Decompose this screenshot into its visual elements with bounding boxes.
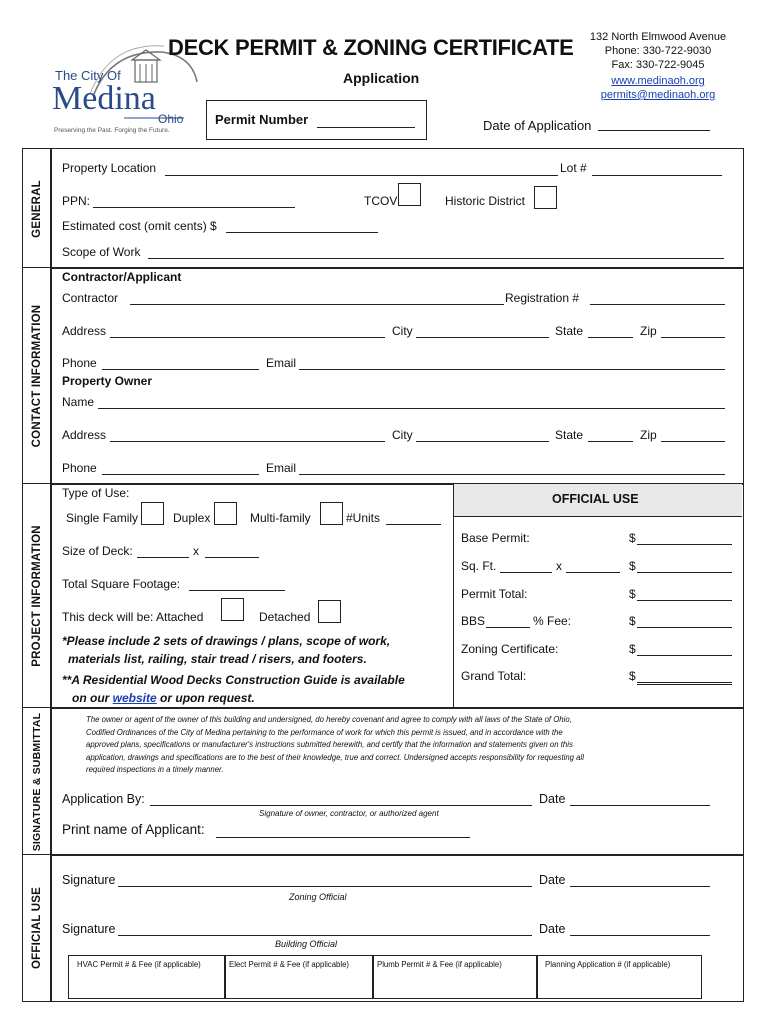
owner-email-field[interactable] <box>299 474 725 475</box>
zoning-official-caption: Zoning Official <box>289 892 347 902</box>
owner-zip-label: Zip <box>640 428 657 442</box>
estimated-cost-field[interactable] <box>226 232 378 233</box>
office-address: 132 North Elmwood Avenue <box>589 31 727 43</box>
size-of-deck-label: Size of Deck: <box>62 544 133 558</box>
zoning-certificate-field[interactable] <box>637 655 732 656</box>
owner-city-field[interactable] <box>416 441 549 442</box>
multi-family-checkbox[interactable] <box>320 502 343 525</box>
guide-note-line2 <box>72 691 255 705</box>
date-of-application-field[interactable] <box>598 130 710 131</box>
permit-number-label: Permit Number <box>215 112 309 127</box>
historic-district-checkbox[interactable] <box>534 186 557 209</box>
contact-section-tab <box>22 267 52 485</box>
logo-tagline: Preserving the Past. Forging the Future. <box>54 127 170 134</box>
plumb-permit-box[interactable] <box>373 955 537 999</box>
email-link[interactable]: permits@medinaoh.org <box>600 89 716 101</box>
general-section-tab <box>22 148 52 269</box>
contractor-email-field[interactable] <box>299 369 725 370</box>
contact-block <box>578 30 738 102</box>
owner-zip-field[interactable] <box>661 441 725 442</box>
logo-medina: Medina <box>52 80 156 117</box>
zoning-signature-field[interactable] <box>118 886 532 887</box>
declaration-line: required inspections in a timely manner. <box>86 765 224 775</box>
general-section-label: GENERAL <box>31 179 43 238</box>
drawings-note-line2: materials list, railing, stair tread / risers, and footers. <box>68 652 367 666</box>
contractor-label: Contractor <box>62 291 119 305</box>
guide-note-post: or upon request. <box>160 691 255 705</box>
print-name-field[interactable] <box>216 837 470 838</box>
total-square-footage-field[interactable] <box>189 590 285 591</box>
attached-label: This deck will be: Attached <box>62 610 204 624</box>
owner-address-label: Address <box>62 428 107 442</box>
single-family-label: Single Family <box>66 511 139 525</box>
project-section-label: PROJECT INFORMATION <box>31 525 43 667</box>
sq-ft-field-a[interactable] <box>500 572 552 573</box>
base-permit-field[interactable] <box>637 544 732 545</box>
detached-label: Detached <box>259 610 311 624</box>
lot-label: Lot # <box>560 161 587 175</box>
hvac-permit-box[interactable] <box>68 955 225 999</box>
type-of-use-label: Type of Use: <box>62 486 130 500</box>
contractor-field[interactable] <box>130 304 504 305</box>
grand-total-field[interactable] <box>637 682 732 685</box>
contractor-heading: Contractor/Applicant <box>62 270 182 284</box>
owner-state-label: State <box>555 428 584 442</box>
attached-checkbox[interactable] <box>221 598 244 621</box>
owner-email-label: Email <box>266 461 297 475</box>
website-inline-link[interactable]: website <box>112 691 157 705</box>
print-name-label: Print name of Applicant: <box>62 822 205 837</box>
guide-note-pre: on our <box>72 691 110 705</box>
permit-number-field[interactable] <box>317 127 415 128</box>
contractor-zip-label: Zip <box>640 324 657 338</box>
registration-field[interactable] <box>590 304 725 305</box>
lot-field[interactable] <box>592 175 722 176</box>
building-official-caption: Building Official <box>275 939 338 949</box>
permit-total-dollar: $ <box>629 587 636 601</box>
deck-width-field[interactable] <box>205 557 259 558</box>
drawings-note-line1: *Please include 2 sets of drawings / plans, scope of work, <box>62 634 391 648</box>
plumb-permit-label: Plumb Permit # & Fee (if applicable) <box>377 960 502 969</box>
tcov-label: TCOV <box>364 194 398 208</box>
grand-total-dollar: $ <box>629 669 636 683</box>
building-date-field[interactable] <box>570 935 710 936</box>
single-family-checkbox[interactable] <box>141 502 164 525</box>
contractor-city-label: City <box>392 324 413 338</box>
contractor-phone-field[interactable] <box>102 369 259 370</box>
declaration-line: approved plans, specifications or manufacturer's instructions submitted herewith, and certify that the information and statements given on this <box>86 740 573 750</box>
duplex-label: Duplex <box>173 511 211 525</box>
signature-section-label: SIGNATURE & SUBMITTAL <box>31 712 43 851</box>
grand-total-label: Grand Total: <box>461 669 527 683</box>
bbs-label: BBS <box>461 614 486 628</box>
zoning-certificate-dollar: $ <box>629 642 636 656</box>
contractor-zip-field[interactable] <box>661 337 725 338</box>
application-date-field[interactable] <box>570 805 710 806</box>
scope-of-work-field[interactable] <box>148 258 724 259</box>
estimated-cost-label: Estimated cost (omit cents) $ <box>62 219 217 233</box>
contractor-state-field[interactable] <box>588 337 633 338</box>
units-field[interactable] <box>386 524 441 525</box>
logo-the-city-of: The City Of <box>55 68 121 83</box>
contractor-email-label: Email <box>266 356 297 370</box>
declaration-line: The owner or agent of the owner of this building and undersigned, do hereby covenant and agree to comply with all laws of the State of Ohio, <box>86 715 572 724</box>
building-signature-label: Signature <box>62 922 116 936</box>
total-square-footage-label: Total Square Footage: <box>62 577 181 591</box>
contractor-phone-label: Phone <box>62 356 97 370</box>
contractor-city-field[interactable] <box>416 337 549 338</box>
planning-application-label: Planning Application # (if applicable) <box>545 960 671 969</box>
multi-family-label: Multi-family <box>250 511 311 525</box>
bbs-fee-field[interactable] <box>637 627 732 628</box>
guide-note-line1: **A Residential Wood Decks Construction Guide is available <box>62 673 405 687</box>
date-of-application-label: Date of Application <box>483 118 592 133</box>
permit-number-box <box>206 100 427 140</box>
zoning-certificate-label: Zoning Certificate: <box>461 642 559 656</box>
bbs-fee-label: % Fee: <box>533 614 572 628</box>
website-link[interactable]: www.medinaoh.org <box>611 75 705 87</box>
property-location-label: Property Location <box>62 161 157 175</box>
declaration-text <box>86 714 584 777</box>
contractor-address-field[interactable] <box>110 337 385 338</box>
contractor-address-label: Address <box>62 324 107 338</box>
contractor-state-label: State <box>555 324 584 338</box>
sq-ft-field-b[interactable] <box>566 572 620 573</box>
size-x-label: x <box>193 544 199 558</box>
registration-label: Registration # <box>505 291 580 305</box>
building-date-label: Date <box>539 922 566 936</box>
official-section-label: OFFICIAL USE <box>31 886 43 970</box>
historic-district-label: Historic District <box>445 194 525 208</box>
units-label: #Units <box>346 511 381 525</box>
base-permit-dollar: $ <box>629 531 636 545</box>
logo-ohio: Ohio <box>158 112 184 126</box>
owner-address-field[interactable] <box>110 441 385 442</box>
base-permit-label: Base Permit: <box>461 531 530 545</box>
detached-checkbox[interactable] <box>318 600 341 623</box>
hvac-permit-label: HVAC Permit # & Fee (if applicable) <box>77 960 201 969</box>
official-section-tab <box>22 854 52 1002</box>
application-by-label: Application By: <box>62 792 145 806</box>
sq-ft-x-label: x <box>556 559 562 573</box>
permit-total-field[interactable] <box>637 600 732 601</box>
declaration-line: application, drawings and specifications are to the best of their knowledge, true and correct. Undersigned accepts responsibility for requesting all <box>86 752 584 762</box>
elect-permit-box[interactable] <box>225 955 373 999</box>
zoning-date-field[interactable] <box>570 886 710 887</box>
planning-application-box[interactable] <box>537 955 702 999</box>
owner-phone-field[interactable] <box>102 474 259 475</box>
elect-permit-label: Elect Permit # & Fee (if applicable) <box>229 960 350 969</box>
office-fax: Fax: 330-722-9045 <box>611 59 705 71</box>
signature-section-tab <box>22 707 52 856</box>
property-location-field[interactable] <box>165 175 558 176</box>
building-signature-field[interactable] <box>118 935 532 936</box>
declaration-line: Codified Ordinances of the City of Medina pertaining to the performance of work for which this permit is issued, and in accordance with the <box>86 727 563 737</box>
permit-total-label: Permit Total: <box>461 587 528 601</box>
owner-name-field[interactable] <box>98 408 725 409</box>
office-phone: Phone: 330-722-9030 <box>604 45 712 57</box>
page-subtitle: Application <box>343 70 420 86</box>
property-owner-heading: Property Owner <box>62 374 153 388</box>
owner-state-field[interactable] <box>588 441 633 442</box>
owner-name-label: Name <box>62 395 95 409</box>
ppn-label: PPN: <box>62 194 91 208</box>
application-by-signature-field[interactable] <box>150 805 532 806</box>
official-use-heading: OFFICIAL USE <box>552 492 639 506</box>
project-section-tab <box>22 483 52 709</box>
bbs-dollar: $ <box>629 614 636 628</box>
contact-section-label: CONTACT INFORMATION <box>31 304 43 448</box>
zoning-date-label: Date <box>539 873 566 887</box>
sq-ft-label: Sq. Ft. <box>461 559 497 573</box>
sq-ft-amount-field[interactable] <box>637 572 732 573</box>
page-title: DECK PERMIT & ZONING CERTIFICATE <box>168 35 574 60</box>
signature-caption: Signature of owner, contractor, or authorized agent <box>259 809 439 818</box>
sq-ft-dollar: $ <box>629 559 636 573</box>
owner-phone-label: Phone <box>62 461 97 475</box>
duplex-checkbox[interactable] <box>214 502 237 525</box>
application-date-label: Date <box>539 792 566 806</box>
zoning-signature-label: Signature <box>62 873 116 887</box>
contact-section <box>50 267 744 485</box>
deck-length-field[interactable] <box>137 557 189 558</box>
bbs-field[interactable] <box>486 627 530 628</box>
scope-of-work-label: Scope of Work <box>62 245 141 259</box>
tcov-checkbox[interactable] <box>398 183 421 206</box>
owner-city-label: City <box>392 428 413 442</box>
ppn-field[interactable] <box>93 207 295 208</box>
